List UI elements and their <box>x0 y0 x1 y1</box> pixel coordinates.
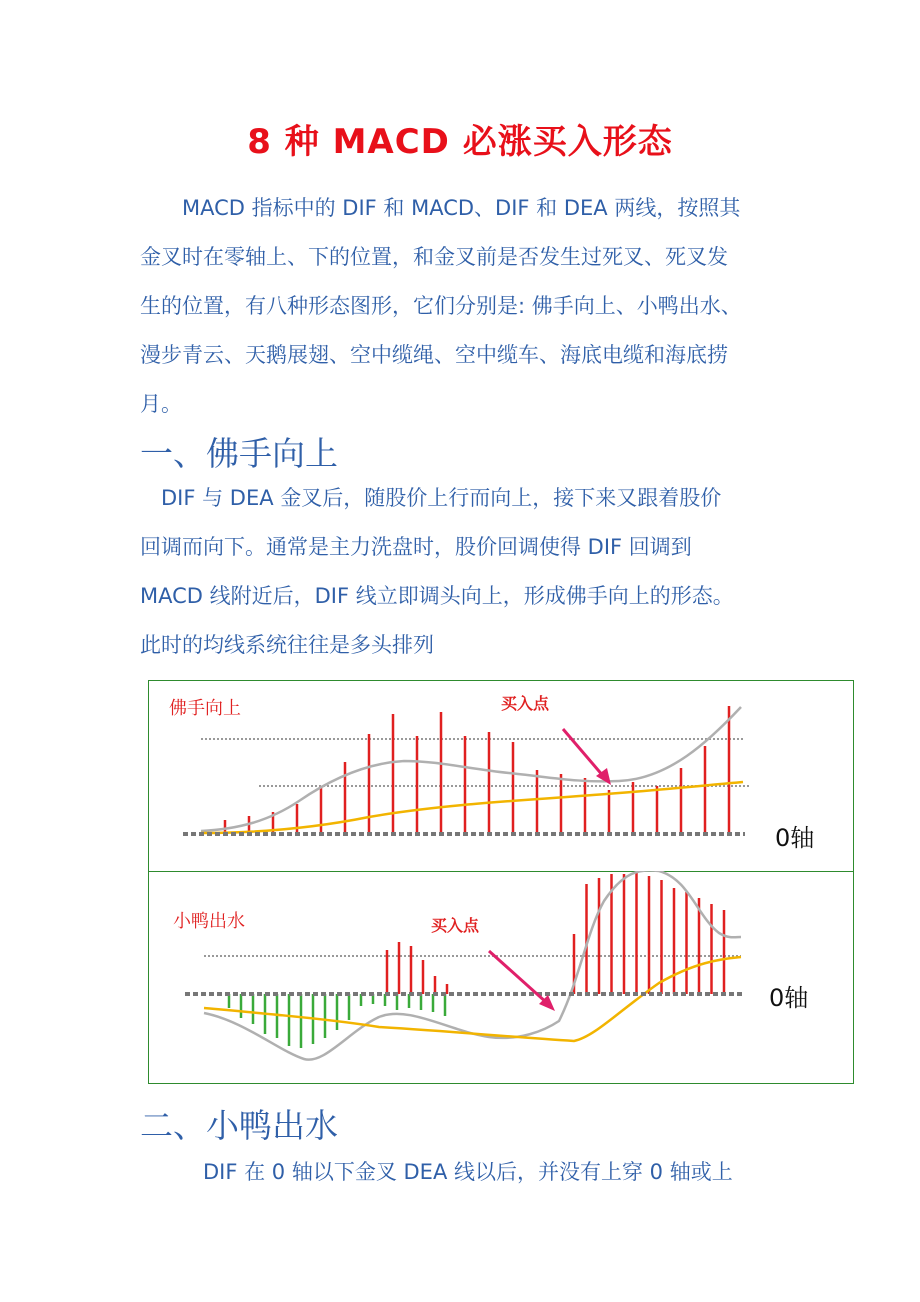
intro-paragraph <box>140 184 790 429</box>
section1-line: 此时的均线系统往往是多头排列 <box>140 633 434 657</box>
section2-paragraph <box>140 1148 790 1197</box>
macd-figure <box>148 680 854 1084</box>
top-buy-label: 买入点 <box>501 694 550 713</box>
panel-xiao-ya <box>149 871 853 1083</box>
intro-line: 漫步青云、天鹅展翅、空中缆绳、空中缆车、海底电缆和海底捞 <box>140 343 728 367</box>
page-title: 8 种 MACD 必涨买入形态 <box>247 122 673 162</box>
top-arrow-shaft <box>563 729 604 777</box>
intro-line: MACD 指标中的 DIF 和 MACD、DIF 和 DEA 两线，按照其 <box>140 196 741 220</box>
section2-line: DIF 在 0 轴以下金叉 DEA 线以后，并没有上穿 0 轴或上 <box>140 1160 733 1184</box>
intro-line: 月。 <box>140 392 182 416</box>
section2-heading: 二、小鸭出水 <box>140 1106 338 1145</box>
top-panel-label: 佛手向上 <box>169 698 241 719</box>
top-chart-svg <box>149 681 853 871</box>
section1-paragraph <box>140 474 790 670</box>
section1-line: DIF 与 DEA 金叉后，随股价上行而向上，接下来又跟着股价 <box>140 486 722 510</box>
top-dea-line <box>201 782 743 833</box>
bottom-chart-svg <box>149 871 853 1083</box>
panel-fo-shou <box>149 681 853 872</box>
top-zero-label: 0轴 <box>775 824 815 852</box>
section1-line: 回调而向下。通常是主力洗盘时，股价回调使得 DIF 回调到 <box>140 535 692 559</box>
bottom-buy-label: 买入点 <box>431 916 480 935</box>
intro-line: 生的位置，有八种形态图形，它们分别是: 佛手向上、小鸭出水、 <box>140 294 742 318</box>
bottom-bars <box>229 872 724 1048</box>
intro-line: 金叉时在零轴上、下的位置，和金叉前是否发生过死叉、死叉发 <box>140 245 728 269</box>
top-dif-line <box>201 707 741 831</box>
bottom-zero-label: 0轴 <box>769 984 809 1012</box>
bottom-panel-label: 小鸭出水 <box>173 911 245 932</box>
section1-line: MACD 线附近后，DIF 线立即调头向上，形成佛手向上的形态。 <box>140 584 734 608</box>
section1-heading: 一、佛手向上 <box>140 434 338 473</box>
